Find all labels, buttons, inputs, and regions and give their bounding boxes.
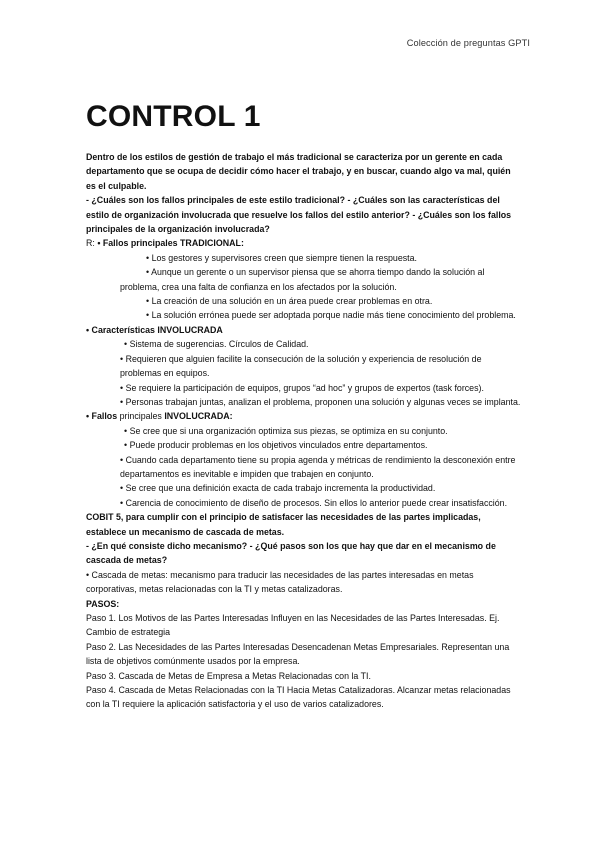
section1-title: • Fallos principales TRADICIONAL:	[97, 238, 244, 249]
steps-label: PASOS:	[86, 598, 120, 609]
q2-intro: COBIT 5, para cumplir con el principio de satisfacer las necesidades de las partes implicadas, establece un mecanismo de cascada de metas.	[86, 512, 481, 537]
q2-answer: • Cascada de metas: mecanismo para traducir las necesidades de las partes interesadas en metas corporativas, metas relacionadas con la TI y metas catalizadoras.	[86, 569, 474, 595]
list-item: • Sistema de sugerencias. Círculos de Calidad.	[86, 337, 522, 351]
answer-prefix: R:	[86, 238, 98, 249]
list-item: • Se cree que una definición exacta de cada trabajo incrementa la productividad.	[120, 483, 436, 494]
q1-intro: Dentro de los estilos de gestión de trabajo el más tradicional se caracteriza por un gerente en cada departamento que se ocupa de decidir cómo hacer el trabajo, y en buscar, cuando algo va mal, quién es el culpable.	[86, 152, 511, 191]
step-item: Paso 3. Cascada de Metas de Empresa a Metas Relacionadas con la TI.	[86, 670, 371, 681]
list-item: • Se cree que si una organización optimiza sus piezas, se optimiza en su conjunto.	[86, 424, 522, 438]
section2-title: • Características INVOLUCRADA	[86, 324, 223, 335]
section3-title: • Fallos principales INVOLUCRADA:	[86, 411, 233, 422]
list-item: • Los gestores y supervisores creen que siempre tienen la respuesta.	[86, 251, 522, 265]
running-header: Colección de preguntas GPTI	[406, 38, 530, 48]
q2-questions: - ¿En qué consiste dicho mecanismo? - ¿Qué pasos son los que hay que dar en el mecanismo de cascada de metas?	[86, 540, 496, 566]
list-item: • Se requiere la participación de equipos, grupos “ad hoc” y grupos de expertos (task forces).	[120, 382, 484, 393]
section3-list	[86, 424, 522, 510]
section2-list	[86, 337, 522, 409]
step-item: Paso 1. Los Motivos de las Partes Interesadas Influyen en las Necesidades de las Partes Interesadas. Ej. Cambio de estrategia	[86, 613, 500, 638]
step-item: Paso 2. Las Necesidades de las Partes Interesadas Desencadenan Metas Empresariales. Representan una lista de objetivos comúnmente usados por la empresa.	[86, 641, 510, 667]
list-item: • Carencia de conocimiento de diseño de procesos. Sin ellos lo anterior puede crear insatisfacción.	[120, 497, 508, 508]
q1-section1-heading	[86, 236, 522, 250]
list-item: • Cuando cada departamento tiene su propia agenda y métricas de rendimiento la desconexión entre departamentos es inevitable e impiden que trabajen en conjunto.	[120, 454, 516, 479]
step-item: Paso 4. Cascada de Metas Relacionadas con la TI Hacia Metas Catalizadoras. Alcanzar metas relacionadas con la TI requiere la aplicación satisfactoria y el uso de varios catalizadores.	[86, 685, 511, 710]
list-item: • La solución errónea puede ser adoptada porque nadie más tiene conocimiento del problema.	[146, 310, 516, 321]
list-item: • Aunque un gerente o un supervisor piensa que se ahorra tiempo dando la solución al problema, crea una falta de confianza en los afectados por la solución.	[120, 267, 485, 292]
section1-list	[86, 251, 522, 323]
list-item: • La creación de una solución en un área puede crear problemas en otra.	[146, 296, 433, 307]
list-item: • Requieren que alguien facilite la consecución de la solución y experiencia de resolución de problemas en equipos.	[120, 353, 482, 379]
document-body	[86, 150, 522, 712]
list-item: • Personas trabajan juntas, analizan el problema, proponen una solución y algunas veces se implanta.	[120, 396, 521, 407]
list-item: • Puede producir problemas en los objetivos vinculados entre departamentos.	[86, 438, 522, 452]
page-title: CONTROL 1	[86, 100, 261, 133]
q1-questions: - ¿Cuáles son los fallos principales de este estilo tradicional? - ¿Cuáles son las características del estilo de organización involucrada que resuelve los fallos del estilo anterior? - ¿Cuáles son los fallos principales de la organización involucrada?	[86, 195, 512, 235]
